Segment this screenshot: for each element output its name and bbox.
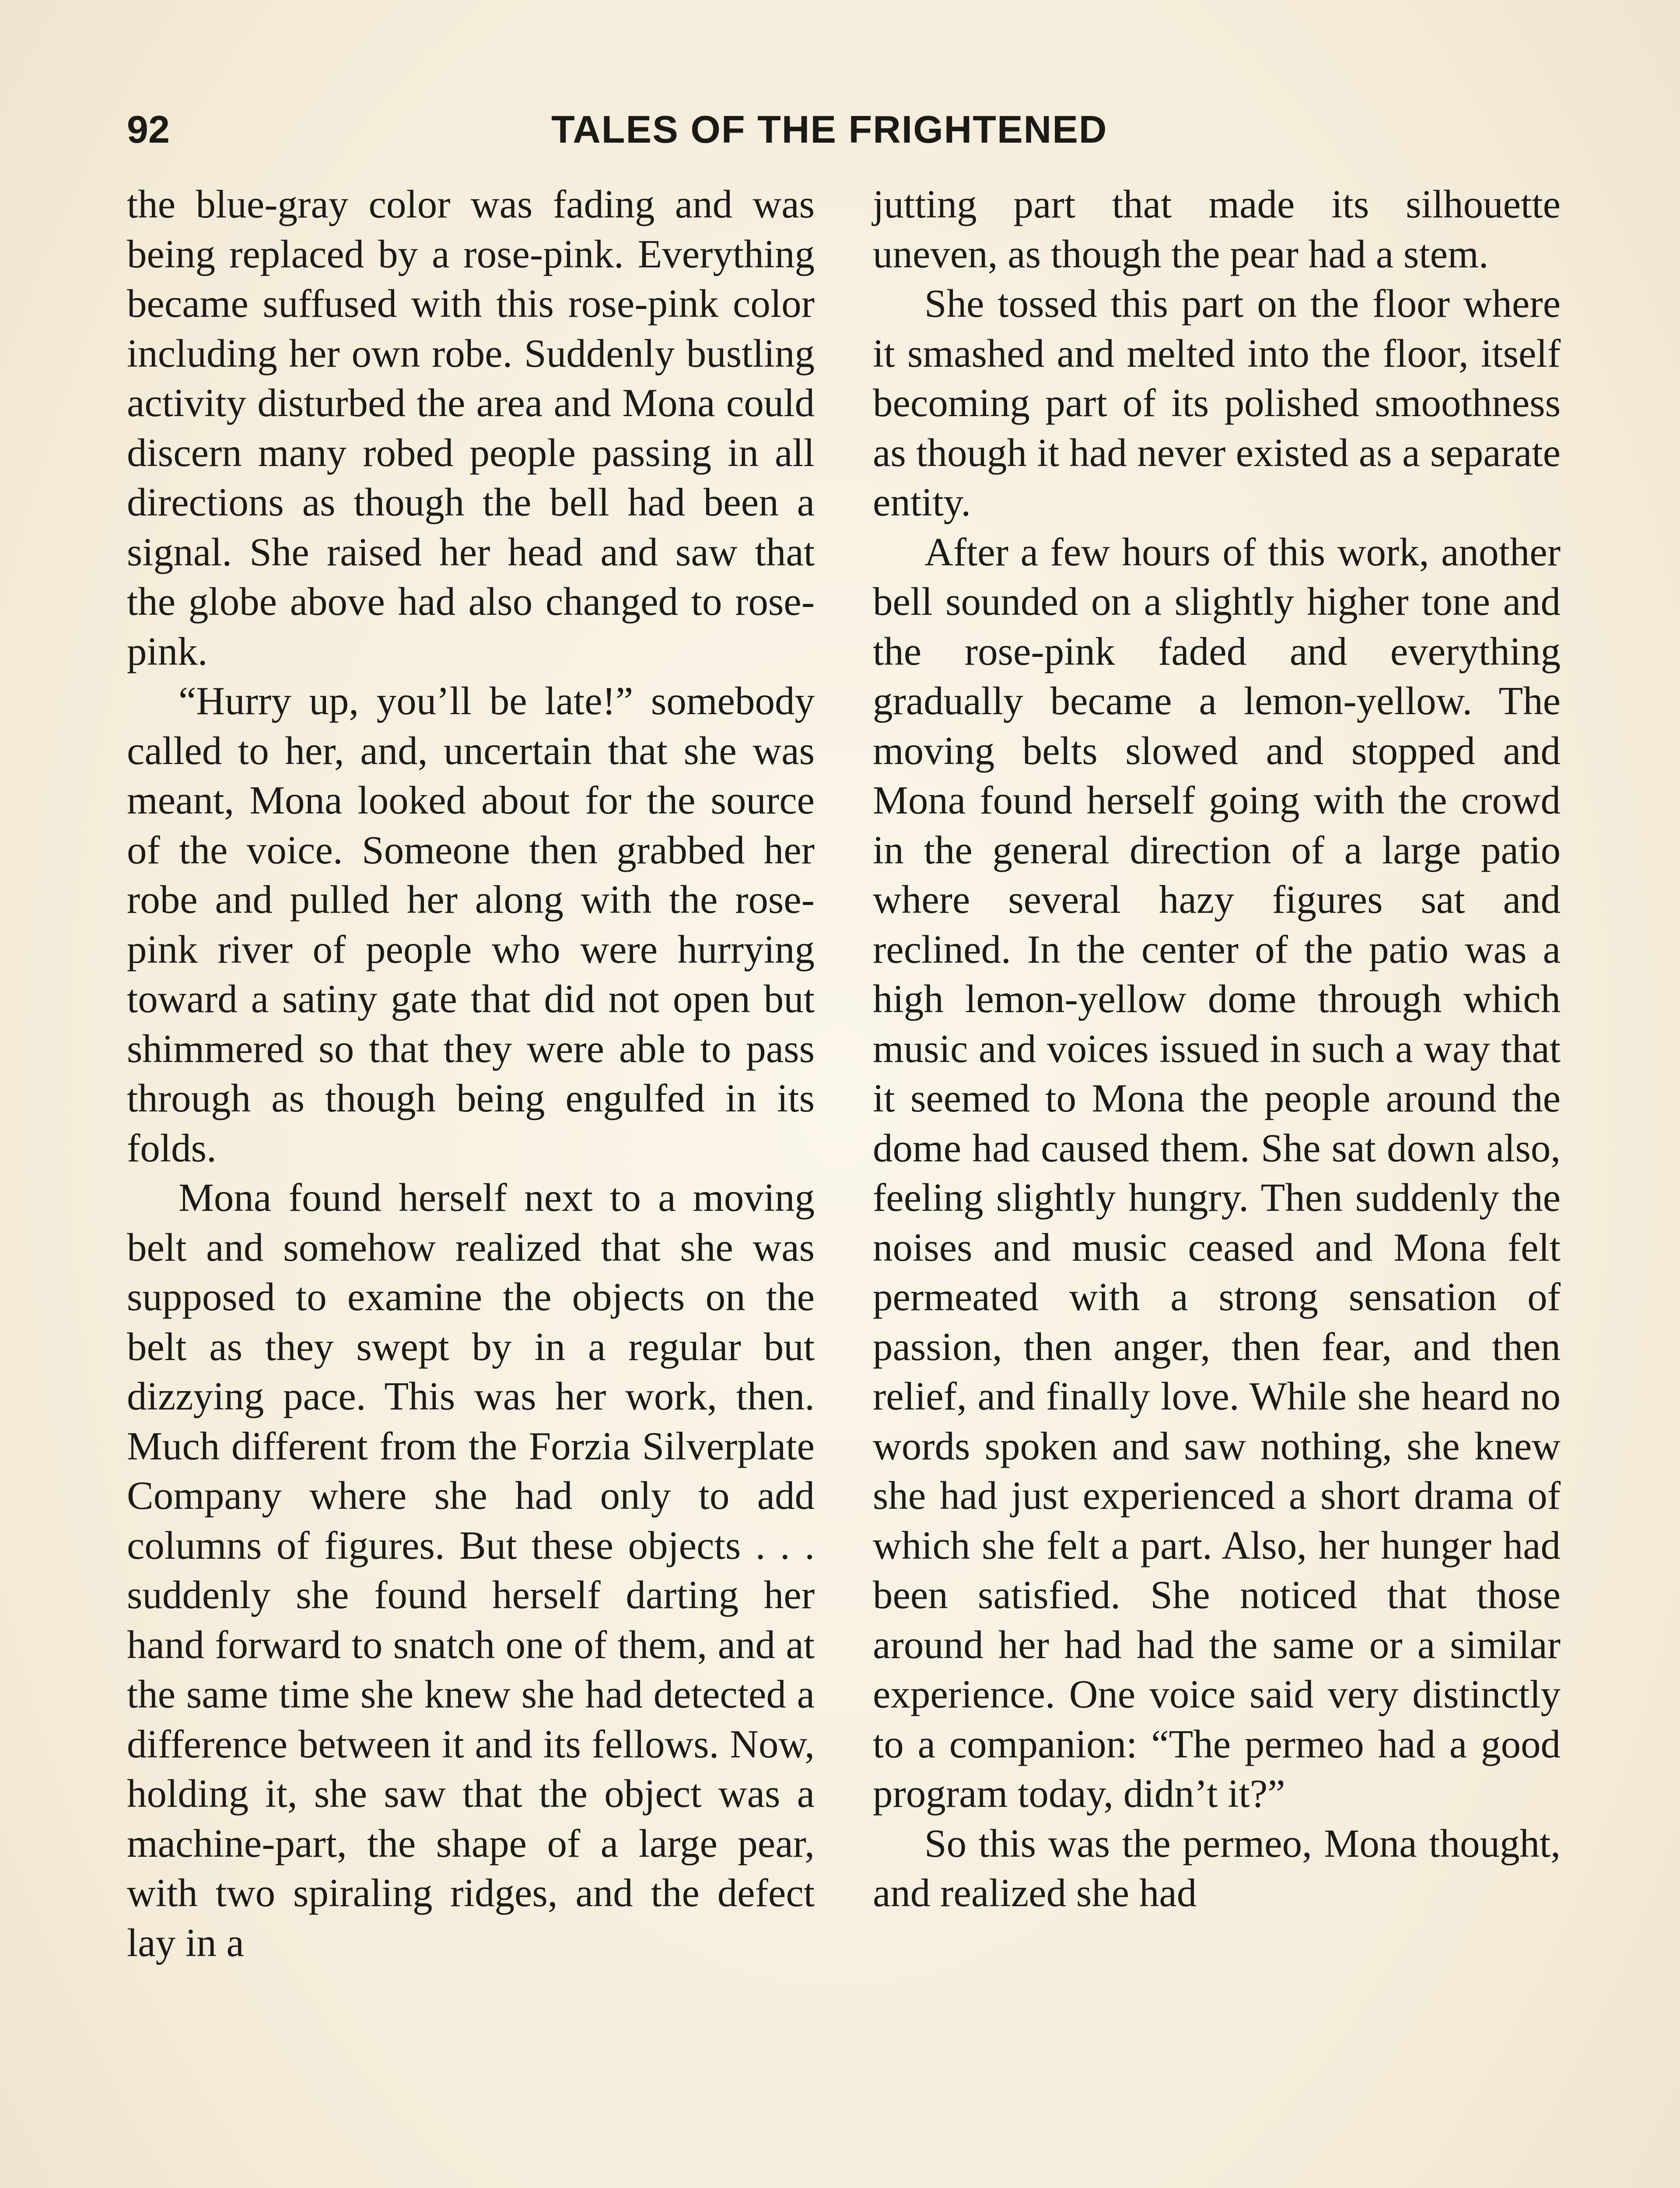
page-number: 92 [127,108,170,151]
paragraph: After a few hours of this work, another bell sounded on a slightly higher tone and the rose-pink faded and everything gradually became a lemon-yellow. The moving belts slowed and stopped and Mona found herself going with the crowd in the general direction of a large patio where several hazy figures sat and reclined. In the center of the patio was a high lemon-yellow dome through which music and voices issued in such a way that it seemed to Mona the people around the dome had caused them. She sat down also, feeling slightly hungry. Then suddenly the noises and music ceased and Mona felt permeated with a strong sensation of passion, then anger, then fear, and then relief, and finally love. While she heard no words spoken and saw nothing, she knew she had just experienced a short drama of which she felt a part. Also, her hunger had been satisfied. She noticed that those around her had had the same or a similar experience. One voice said very distinctly to a companion: “The permeo had a good program today, didn’t it?” [873,529,1561,1816]
left-column [127,179,815,1967]
paragraph: jutting part that made its silhouette uneven, as though the pear had a stem. [873,182,1561,276]
paragraph: Mona found herself next to a moving belt and somehow realized that she was supposed to examine the objects on the belt as they swept by in a regular but dizzying pace. This was her work, then. Much different from the Forzia Silverplate Company where she had only to add columns of figures. But these objects . . . suddenly she found herself darting her hand forward to snatch one of them, and at the same time she knew she had detected a difference between it and its fellows. Now, holding it, she saw that the object was a machine-part, the shape of a large pear, with two spiraling ridges, and the defect lay in a [127,1175,815,1965]
right-column [873,179,1561,1918]
paragraph: the blue-gray color was fading and was being replaced by a rose-pink. Everything became suffused with this rose-pink color including her own robe. Suddenly bustling activity disturbed the area and Mona could discern many robed people passing in all directions as though the bell had been a signal. She raised her head and saw that the globe above had also changed to rose-pink. [127,182,815,673]
paragraph: “Hurry up, you’ll be late!” somebody called to her, and, uncertain that she was meant, Mona looked about for the source of the voice. Someone then grabbed her robe and pulled her along with the rose-pink river of people who were hurrying toward a satiny gate that did not open but shimmered so that they were able to pass through as though being engulfed in its folds. [127,679,815,1170]
paragraph: So this was the permeo, Mona thought, and realized she had [873,1821,1561,1915]
paragraph: She tossed this part on the floor where it smashed and melted into the floor, itself becoming part of its polished smoothness as though it had never existed as a separate entity. [873,281,1561,524]
running-title: TALES OF THE FRIGHTENED [551,108,1108,151]
page-header [127,103,1558,156]
